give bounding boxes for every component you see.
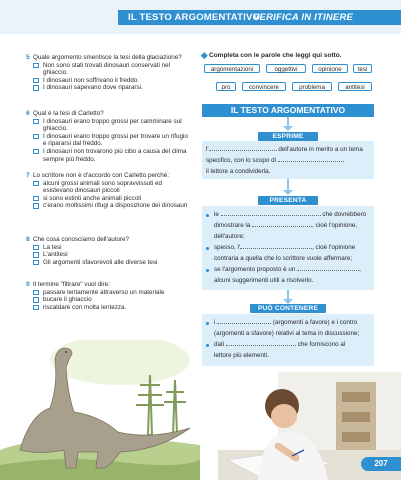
header-section-title: VERIFICA IN ITINERE (253, 12, 354, 23)
option-checkbox[interactable]: I dinosauri erano troppo grossi per camminare sul ghiaccio. (33, 118, 193, 133)
question-number: 5 (26, 54, 30, 61)
word-chip[interactable]: pro (216, 82, 236, 91)
word-chip[interactable]: convincere (242, 82, 286, 91)
question-9 (26, 281, 193, 311)
question-text: Qual è la tesi di Carletto? (33, 110, 104, 117)
section-box-presenta (202, 206, 374, 290)
header-title: IL TESTO ARGOMENTATIVO (128, 12, 261, 23)
bullet-icon (206, 247, 209, 250)
page-header (0, 0, 401, 34)
checkbox[interactable] (33, 181, 39, 187)
fill-blank[interactable] (297, 264, 359, 271)
text-line: se l'argomento proposto è un , (214, 266, 361, 273)
checkbox[interactable] (33, 305, 39, 311)
word-chip[interactable]: antitesi (338, 82, 372, 91)
checkbox[interactable] (33, 85, 39, 91)
word-chip[interactable]: oggettivi (266, 64, 306, 73)
option-checkbox[interactable]: passare lentamente attraverso un materiale (33, 289, 193, 297)
checkbox[interactable] (33, 149, 39, 155)
fill-blank[interactable] (240, 242, 312, 249)
question-number: 8 (26, 236, 30, 243)
arrow-down-icon (283, 190, 293, 195)
checkbox[interactable] (33, 245, 39, 251)
fill-blank[interactable] (226, 339, 296, 346)
fill-blank[interactable] (278, 155, 344, 162)
text-line: contraria a quella che lo scrittore vuole affermare; (214, 255, 353, 262)
question-8 (26, 236, 193, 266)
diamond-bullet-icon (201, 52, 207, 58)
checkbox[interactable] (33, 252, 39, 258)
arrow-down-icon (283, 126, 293, 131)
text-line: dell'autore; (214, 233, 245, 240)
option-checkbox[interactable]: I dinosauri non trovarono più cibo a causa del clima sempre più freddo. (33, 148, 193, 163)
question-5 (26, 54, 193, 92)
word-chip[interactable]: opinione (312, 64, 348, 73)
page-number: 207 (361, 457, 401, 471)
question-text: Quale argomento smentisce la tesi della glaciazione? (33, 54, 182, 61)
checkbox[interactable] (33, 78, 39, 84)
fill-blank[interactable] (217, 317, 271, 324)
question-text: Lo scrittore non è d'accordo con Carletto perché: (33, 172, 169, 179)
section-tag-presenta: PRESENTA (258, 196, 318, 205)
option-checkbox[interactable]: Gli argomenti sfavorevoli alle diverse tesi (33, 259, 193, 267)
section-box-esprime (202, 141, 374, 179)
fill-blank[interactable] (252, 220, 312, 227)
text-line: (argomenti a sfavore) relativi al tema in discussione; (214, 330, 360, 337)
word-chip[interactable]: problema (292, 82, 332, 91)
checkbox[interactable] (33, 119, 39, 125)
section-box-puo-contenere (202, 314, 374, 366)
checkbox[interactable] (33, 196, 39, 202)
question-7 (26, 172, 193, 210)
option-checkbox[interactable]: I dinosauri erano troppo grossi per trovare un rifugio e ripararsi dal freddo. (33, 133, 193, 148)
bullet-icon (206, 322, 209, 325)
option-checkbox[interactable]: si sono estinti anche animali piccoli (33, 195, 193, 203)
question-number: 7 (26, 172, 30, 179)
diagram-title: IL TESTO ARGOMENTATIVO (202, 104, 374, 117)
bullet-icon (206, 344, 209, 347)
fill-blank[interactable] (221, 209, 321, 216)
word-chip[interactable]: argomentazioni (204, 64, 260, 73)
text-line: le che dovrebbero (214, 211, 367, 218)
fill-blank[interactable] (209, 144, 277, 151)
checkbox[interactable] (33, 203, 39, 209)
text-line: il lettore a condividerla. (206, 168, 271, 175)
checkbox[interactable] (33, 290, 39, 296)
checkbox[interactable] (33, 63, 39, 69)
word-chip[interactable]: tesi (353, 64, 372, 73)
option-checkbox[interactable]: riscaldare con molta lentezza. (33, 304, 193, 312)
text-line: alcuni suggerimenti utili a risolverlo. (214, 277, 314, 284)
question-text: Il termine "filtrare" vuol dire: (33, 281, 110, 288)
section-tag-esprime: ESPRIME (258, 132, 318, 141)
option-checkbox[interactable]: bucare il ghiaccio (33, 296, 193, 304)
bullet-icon (206, 214, 209, 217)
text-line: l' dell'autore in merito a un tema (206, 146, 363, 153)
option-checkbox[interactable]: La tesi (33, 244, 193, 252)
text-line: i (argomenti a favore) e i contro (214, 319, 358, 326)
checkbox[interactable] (33, 134, 39, 140)
question-6 (26, 110, 193, 163)
text-line: dati che forniscono al (214, 341, 346, 348)
option-checkbox[interactable]: c'erano moltissimi rifugi a disposizione dei dinosauri (33, 202, 193, 210)
text-line: lettore più elementi. (214, 352, 269, 359)
option-checkbox[interactable]: I dinosauri non soffrivano il freddo. (33, 77, 193, 85)
dinosaur-illustration (0, 340, 200, 480)
option-checkbox[interactable]: I dinosauri sapevano dove ripararsi. (33, 84, 193, 92)
text-line: spesso, l' , cioè l'opinione (214, 244, 356, 251)
exercise-instruction: Completa con le parole che leggi qui sotto. (209, 52, 342, 59)
option-checkbox[interactable]: Non sono stati trovati dinosauri conservati nel ghiaccio. (33, 62, 193, 77)
bullet-icon (206, 269, 209, 272)
option-checkbox[interactable]: alcuni grossi animali sono sopravvissuti ed esistevano dinosauri piccoli (33, 180, 193, 195)
question-number: 6 (26, 110, 30, 117)
checkbox[interactable] (33, 260, 39, 266)
text-line: dimostrare la , cioè l'opinione, (214, 222, 358, 229)
question-number: 9 (26, 281, 30, 288)
text-line: specifico, con lo scopo di (206, 155, 344, 167)
section-tag-puo-contenere: PUÒ CONTENERE (250, 304, 326, 313)
option-checkbox[interactable]: L'antitesi (33, 251, 193, 259)
question-text: Che cosa conosciamo dell'autore? (33, 236, 130, 243)
checkbox[interactable] (33, 297, 39, 303)
